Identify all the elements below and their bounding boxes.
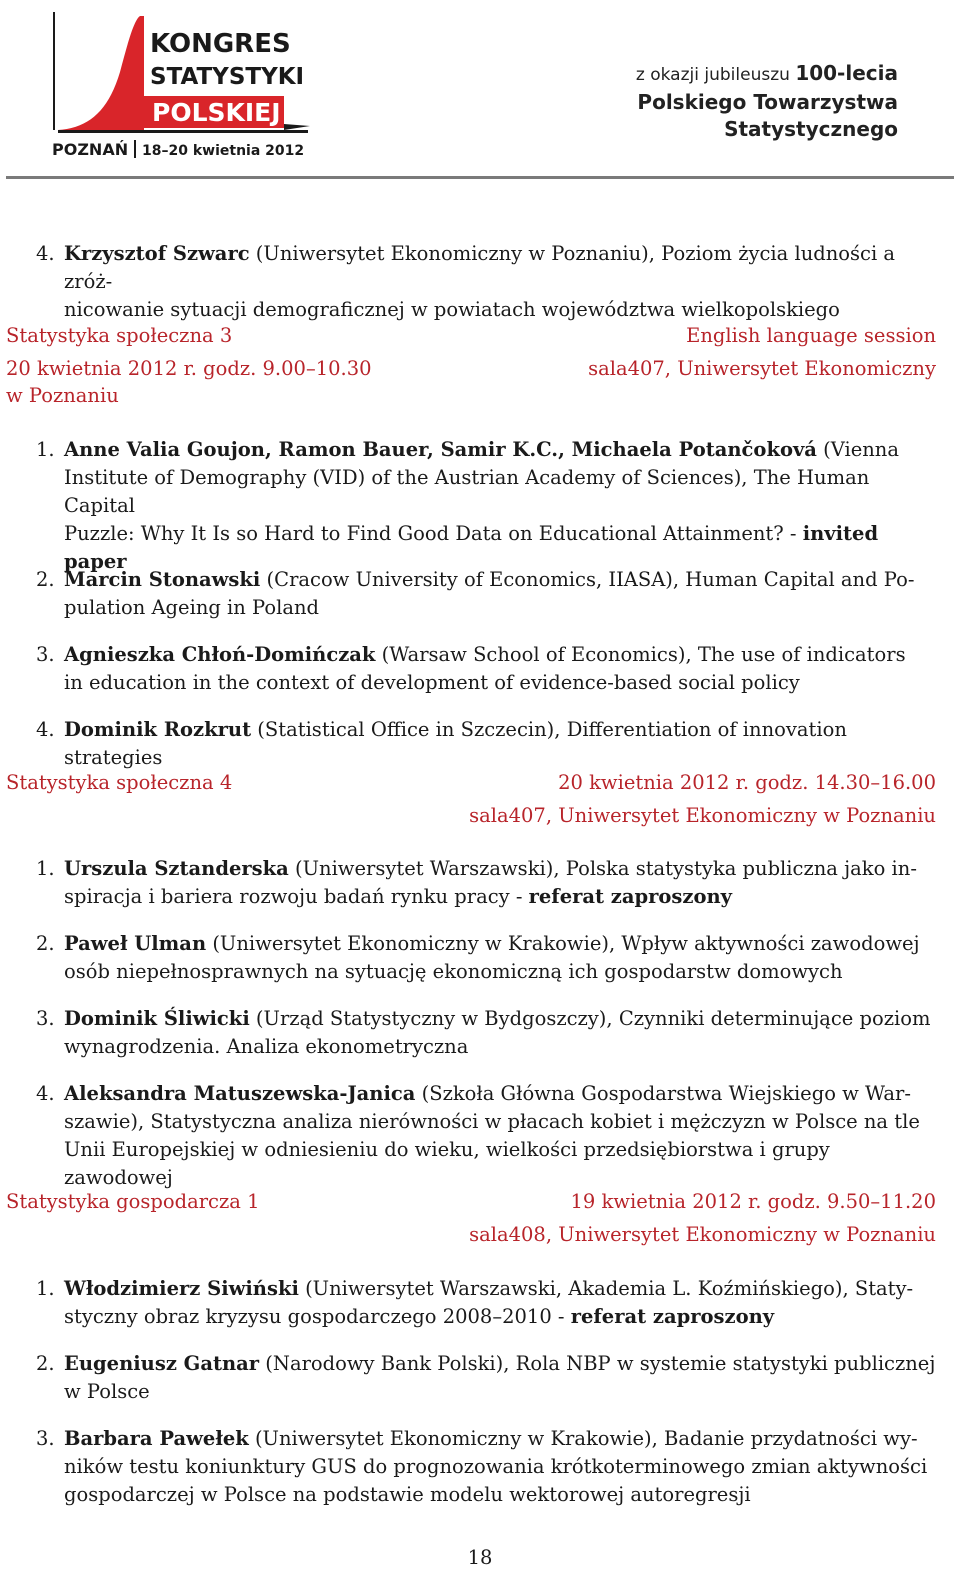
invited-label: referat zaproszony (570, 1305, 775, 1328)
item-number: 3. (36, 1427, 55, 1450)
page-number: 18 (467, 1546, 493, 1569)
list-item (36, 1275, 936, 1331)
item-text: (Uniwersytet Warszawski, Akademia L. Koźmińskiego), Staty- (298, 1277, 914, 1300)
item-authors: Anne Valia Goujon, Ramon Bauer, Samir K.C., Michaela Potančoková (64, 438, 817, 461)
item-number: 3. (36, 1007, 55, 1030)
list-item (36, 1350, 936, 1406)
item-number: 1. (36, 1277, 55, 1300)
item-text: Institute of Demography (VID) of the Austrian Academy of Sciences), The Human Capital (64, 466, 870, 517)
logo-line1: KONGRES (150, 29, 291, 59)
page-header (0, 0, 960, 176)
item-text: (Cracow University of Economics, IIASA), Human Capital and Po- (260, 568, 915, 591)
logo-city: POZNAŃ (52, 140, 129, 159)
list-item (36, 716, 936, 772)
item-text: (Narodowy Bank Polski), Rola NBP w systemie statystyki publicznej (259, 1352, 936, 1375)
item-text: styczny obraz kryzysu gospodarczego 2008–2010 - (64, 1305, 571, 1328)
item-text: (Urząd Statystyczny w Bydgoszczy), Czynniki determinujące poziom (249, 1007, 931, 1030)
item-number: 1. (36, 438, 55, 461)
item-text: nicowanie sytuacji demograficznej w powiatach województwa wielkopolskiego (64, 298, 840, 321)
jubilee-tagline (636, 60, 898, 143)
item-author: Barbara Pawełek (64, 1427, 249, 1450)
session-title: Statystyka społeczna 3 (6, 324, 233, 347)
item-number: 3. (36, 643, 55, 666)
item-text: (Szkoła Główna Gospodarstwa Wiejskiego w War- (415, 1082, 911, 1105)
item-text: (Uniwersytet Ekonomiczny w Poznaniu), Poziom życia ludności a zróż- (64, 242, 896, 293)
item-text: gospodarczej w Polsce na podstawie modelu wektorowej autoregresji (64, 1483, 751, 1506)
item-text: (Uniwersytet Ekonomiczny w Krakowie), Badanie przydatności wy- (248, 1427, 918, 1450)
item-number: 2. (36, 568, 55, 591)
logo-line2: STATYSTYKI (150, 64, 305, 90)
item-text: wynagrodzenia. Analiza ekonometryczna (64, 1035, 469, 1058)
session-title: Statystyka społeczna 4 (6, 771, 233, 794)
item-text: Unii Europejskiej w odniesieniu do wieku, wielkości przedsiębiorstwa i grupy zawodowej (64, 1138, 830, 1189)
item-text: (Uniwersytet Ekonomiczny w Krakowie), Wpływ aktywności zawodowej (206, 932, 920, 955)
item-number: 4. (36, 242, 55, 265)
list-item (36, 855, 936, 911)
item-text: (Uniwersytet Warszawski), Polska statystyka publiczna jako in- (288, 857, 917, 880)
item-text: in education in the context of development of evidence-based social policy (64, 671, 800, 694)
item-number: 2. (36, 932, 55, 955)
item-text: (Statistical Office in Szczecin), Differentiation of innovation strategies (64, 718, 847, 769)
tagline-line2: Polskiego Towarzystwa (637, 90, 898, 114)
item-text: osób niepełnosprawnych na sytuację ekonomiczną ich gospodarstw domowych (64, 960, 843, 983)
item-author: Eugeniusz Gatnar (64, 1352, 260, 1375)
item-text: w Polsce (64, 1380, 150, 1403)
item-number: 4. (36, 718, 55, 741)
item-number: 1. (36, 857, 55, 880)
item-author: Dominik Śliwicki (64, 1007, 250, 1030)
invited-label: referat zaproszony (528, 885, 732, 908)
session-title: Statystyka gospodarcza 1 (6, 1190, 260, 1213)
tagline-line3: Statystycznego (724, 117, 898, 141)
item-author: Urszula Sztanderska (64, 857, 289, 880)
session-room-cont: w Poznaniu (6, 384, 119, 407)
logo-dates: 18–20 kwietnia 2012 (142, 143, 305, 159)
item-number: 4. (36, 1082, 55, 1105)
logo-base-icon (58, 130, 308, 133)
item-author: Paweł Ulman (64, 932, 207, 955)
item-text: ników testu koniunktury GUS do prognozowania krótkoterminowego zmian aktywności (64, 1455, 928, 1478)
item-author: Aleksandra Matuszewska-Janica (64, 1082, 416, 1105)
session-date: 20 kwietnia 2012 r. godz. 14.30–16.00 (558, 771, 936, 794)
session-date: 19 kwietnia 2012 r. godz. 9.50–11.20 (570, 1190, 936, 1213)
congress-logo (48, 12, 318, 162)
logo-line3: POLSKIEJ (152, 98, 281, 127)
list-item (36, 930, 936, 986)
item-author: Włodzimierz Siwiński (64, 1277, 299, 1300)
invited-label: invited (802, 522, 879, 545)
item-author: Agnieszka Chłoń-Domińczak (64, 643, 376, 666)
session-room: sala408, Uniwersytet Ekonomiczny w Poznaniu (469, 1223, 936, 1246)
invited-label: paper (64, 550, 127, 573)
list-item (36, 566, 936, 622)
session-language: English language session (686, 324, 936, 347)
tagline-anniversary: 100-lecia (795, 61, 898, 85)
item-text: szawie), Statystyczna analiza nierówności w płacach kobiet i mężczyzn w Polsce na tle (64, 1110, 920, 1133)
item-text: pulation Ageing in Poland (64, 596, 320, 619)
session-room: sala407, Uniwersytet Ekonomiczny w Poznaniu (469, 804, 936, 827)
header-divider (6, 176, 954, 179)
session-room: sala407, Uniwersytet Ekonomiczny (588, 357, 936, 380)
list-item (36, 1080, 936, 1192)
logo-curve-icon (58, 16, 144, 130)
item-text: (Warsaw School of Economics), The use of indicators (375, 643, 906, 666)
item-text: spiracja i bariera rozwoju badań rynku pracy - (64, 885, 529, 908)
item-text: Puzzle: Why It Is so Hard to Find Good Data on Educational Attainment? - (64, 522, 803, 545)
list-item (36, 641, 936, 697)
item-author: Dominik Rozkrut (64, 718, 252, 741)
item-number: 2. (36, 1352, 55, 1375)
item-author: Krzysztof Szwarc (64, 242, 250, 265)
item-author: Marcin Stonawski (64, 568, 261, 591)
list-item (36, 1005, 936, 1061)
list-item (36, 240, 936, 324)
item-text: (Vienna (816, 438, 899, 461)
list-item (36, 436, 936, 576)
session-date: 20 kwietnia 2012 r. godz. 9.00–10.30 (6, 357, 372, 380)
tagline-prefix: z okazji jubileuszu (635, 65, 790, 85)
list-item (36, 1425, 936, 1509)
